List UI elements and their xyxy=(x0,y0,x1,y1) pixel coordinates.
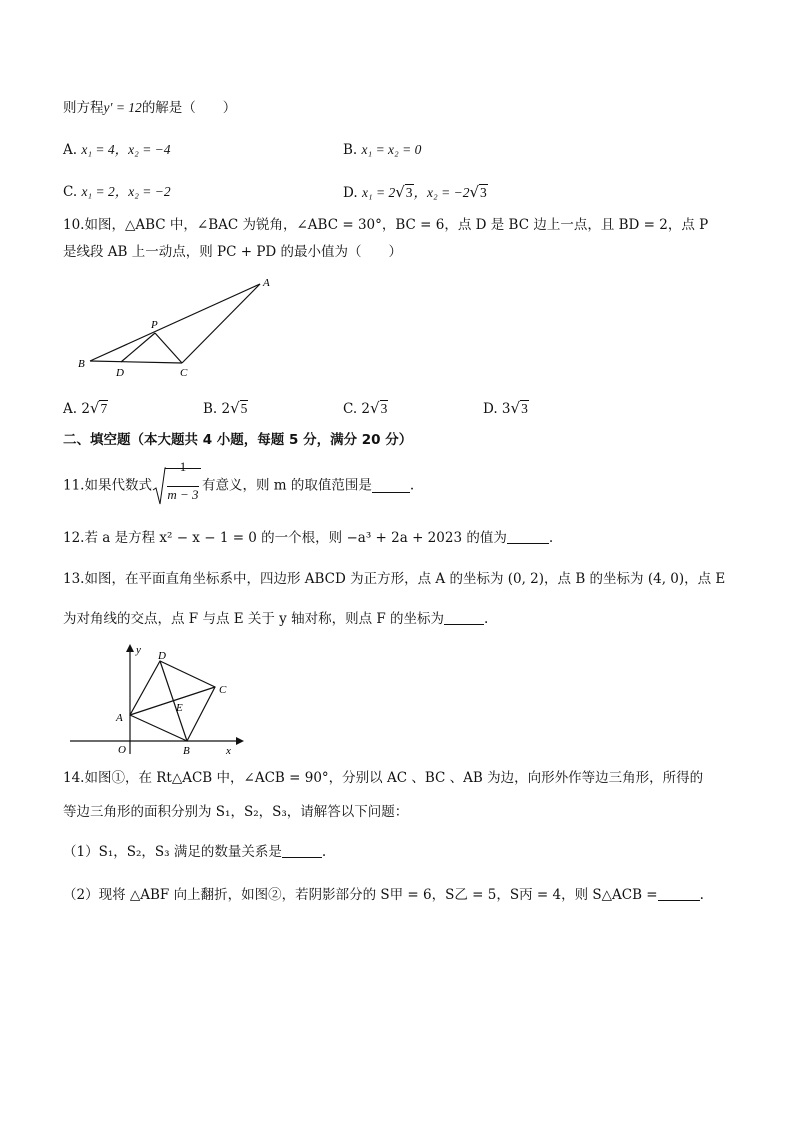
q10-label-b: B xyxy=(78,358,85,370)
q10-label-c: C xyxy=(180,367,188,379)
q10-option-b: B. 2√5 xyxy=(203,399,248,417)
q13-figure xyxy=(66,642,246,757)
q14-stem-line1: 14.如图①，在 Rt△ACB 中，∠ACB = 90°，分别以 AC 、BC 、AB 为边，向形外作等边三角形，所得的 xyxy=(63,770,704,786)
q10-stem-line1: 10.如图，△ABC 中，∠BAC 为锐角，∠ABC = 30°，BC = 6，点 D 是 BC 边上一点，且 BD = 2，点 P xyxy=(63,217,709,233)
q14-part2: （2）现将 △ABF 向上翻折，如图②，若阴影部分的 S甲 = 6，S乙 = 5，S丙 = 4，则 S△ACB = . xyxy=(63,887,704,903)
q9-option-d: D. x₁ = 2√3，x₂ = −2√3 xyxy=(343,183,487,201)
q9-option-c: C. x₁ = 2，x₂ = −2 xyxy=(63,184,171,200)
q10-label-d: D xyxy=(116,367,124,379)
q10-label-p: P xyxy=(151,319,158,331)
q13-label-b: B xyxy=(183,745,190,757)
q10-stem-line2: 是线段 AB 上一动点，则 PC + PD 的最小值为（ ） xyxy=(63,244,403,260)
q9-option-b: B. x₁ = x₂ = 0 xyxy=(343,142,422,158)
q10-option-a: A. 2√7 xyxy=(63,399,108,417)
q13-label-o: O xyxy=(118,744,126,756)
q10-figure xyxy=(70,272,290,382)
q13-label-x: x xyxy=(226,745,231,757)
q14-stem-line2: 等边三角形的面积分别为 S₁，S₂，S₃，请解答以下问题： xyxy=(63,804,409,820)
q9-option-a: A. x₁ = 4，x₂ = −4 xyxy=(63,142,171,158)
q10-option-c: C. 2√3 xyxy=(343,399,388,417)
q13-label-y: y xyxy=(136,644,141,656)
section-2-heading: 二、填空题（本大题共 4 小题，每题 5 分，满分 20 分） xyxy=(63,432,413,448)
q11-radical-fraction: $\frac{1}{m - 3}$ xyxy=(152,466,202,506)
q13-label-a: A xyxy=(116,712,123,724)
q13-stem-line1: 13.如图，在平面直角坐标系中，四边形 ABCD 为正方形，点 A 的坐标为 (0, 2)，点 B 的坐标为 (4, 0)，点 E xyxy=(63,571,726,587)
q14-part1: （1）S₁，S₂，S₃ 满足的数量关系是 . xyxy=(63,844,327,860)
q13-stem-line2: 为对角线的交点，点 F 与点 E 关于 y 轴对称，则点 F 的坐标为 . xyxy=(63,611,489,627)
q9-stem: 则方程y′ = 12的解是（ ） xyxy=(63,100,237,116)
q11: 11.如果代数式 $\frac{1}{m - 3}$ 有意义，则 m 的取值范围是 . xyxy=(63,464,414,506)
q13-label-e: E xyxy=(176,702,183,714)
q13-label-c: C xyxy=(219,684,227,696)
q10-label-a: A xyxy=(263,277,270,289)
q12: 12.若 a 是方程 x² − x − 1 = 0 的一个根，则 −a³ + 2a + 2023 的值为 . xyxy=(63,530,554,546)
q10-option-d: D. 3√3 xyxy=(483,399,528,417)
q13-label-d: D xyxy=(158,650,166,662)
